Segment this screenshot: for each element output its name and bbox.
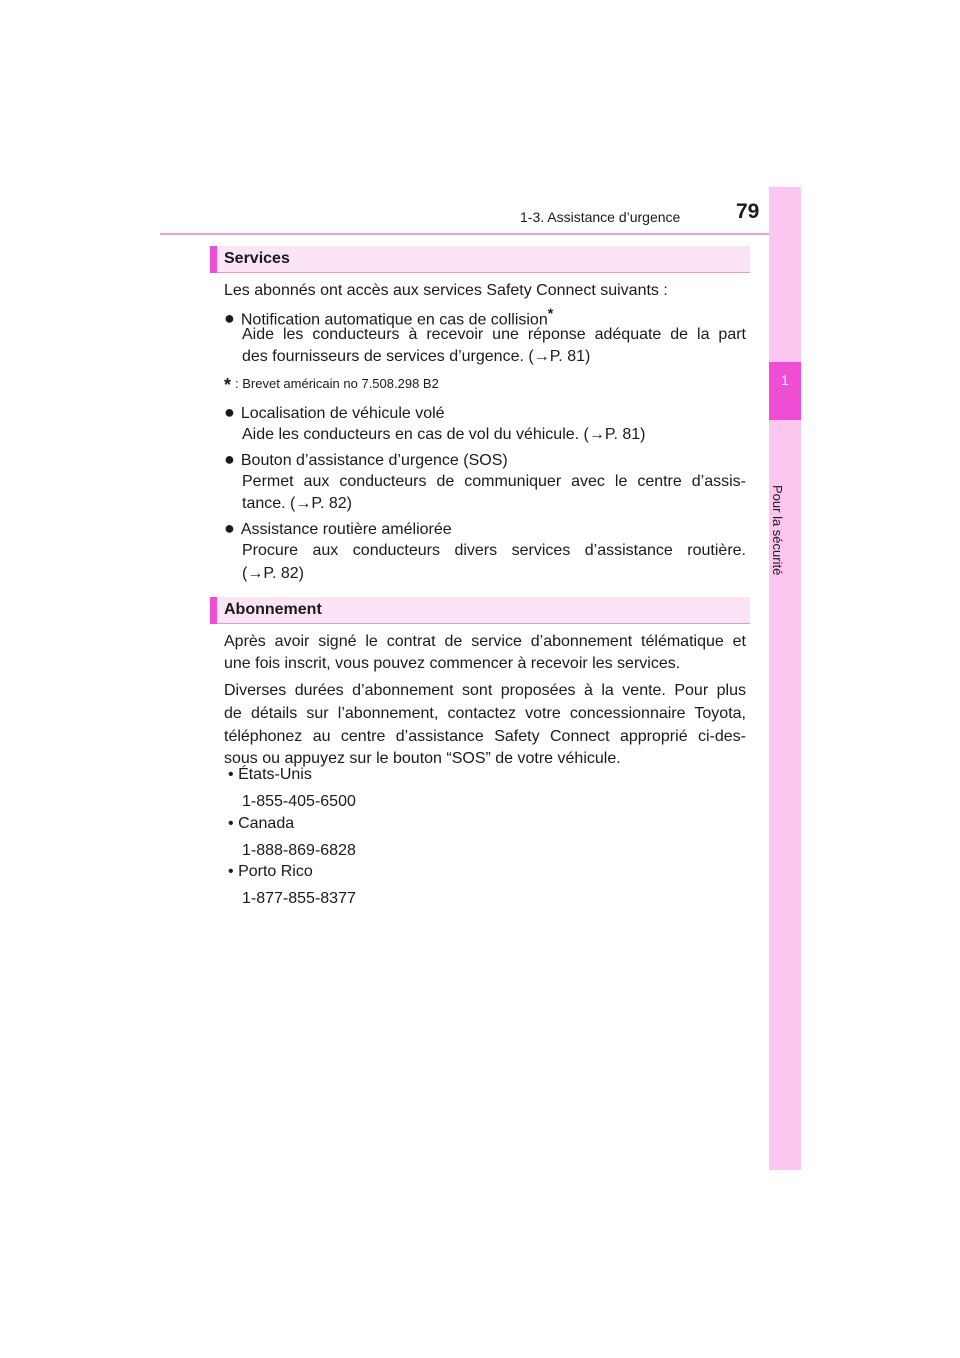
paragraph-line: sous ou appuyez sur le bouton “SOS” de votre véhicule. bbox=[224, 750, 621, 767]
service-item-title: ● Localisation de véhicule volé bbox=[224, 402, 445, 422]
paragraph-line: Après avoir signé le contrat de service d’abonnement télématique et bbox=[224, 633, 746, 650]
bullet-icon: ● bbox=[224, 518, 235, 538]
contact-phone: 1-877-855-8377 bbox=[242, 890, 356, 907]
chapter-side-tab bbox=[769, 187, 801, 1170]
contact-region: • Canada bbox=[228, 815, 295, 832]
paragraph-line: Diverses durées d’abonnement sont proposées à la vente. Pour plus bbox=[224, 682, 746, 699]
paragraph-line: téléphonez au centre d’assistance Safety Connect approprié ci-des- bbox=[224, 728, 746, 745]
list-bullet-icon: • bbox=[228, 815, 234, 832]
footnote: * : Brevet américain no 7.508.298 B2 bbox=[224, 375, 439, 395]
paragraph-line: de détails sur l’abonnement, contactez votre concessionnaire Toyota, bbox=[224, 705, 746, 722]
bullet-icon: ● bbox=[224, 449, 235, 469]
header-divider bbox=[160, 233, 801, 235]
list-bullet-icon: • bbox=[228, 766, 234, 783]
abonnement-heading: Abonnement bbox=[224, 601, 322, 618]
service-item-desc: tance. (→P. 82) bbox=[242, 495, 352, 512]
contact-phone: 1-888-869-6828 bbox=[242, 842, 356, 859]
contact-region: • États-Unis bbox=[228, 766, 312, 783]
service-item-desc: Aide les conducteurs en cas de vol du véhicule. (→P. 81) bbox=[242, 426, 646, 443]
list-bullet-icon: • bbox=[228, 863, 234, 880]
contact-phone: 1-855-405-6500 bbox=[242, 793, 356, 810]
chapter-number: 1 bbox=[781, 372, 789, 388]
chapter-label: Pour la sécurité bbox=[770, 485, 785, 576]
bullet-icon: ● bbox=[224, 308, 235, 329]
service-item-desc: Aide les conducteurs à recevoir une réponse adéquate de la part bbox=[242, 326, 746, 343]
asterisk-icon: * bbox=[224, 375, 232, 395]
section-title: 1-3. Assistance d’urgence bbox=[520, 209, 681, 225]
service-item-desc: Procure aux conducteurs divers services d’assistance routière. bbox=[242, 542, 746, 559]
service-item-desc: des fournisseurs de services d’urgence. (→P. 81) bbox=[242, 348, 591, 365]
paragraph-line: une fois inscrit, vous pouvez commencer à recevoir les services. bbox=[224, 655, 681, 672]
footnote-mark: * bbox=[547, 305, 554, 321]
service-item-desc: Permet aux conducteurs de communiquer avec le centre d’assis- bbox=[242, 473, 746, 490]
services-intro: Les abonnés ont accès aux services Safety Connect suivants : bbox=[224, 282, 668, 299]
services-heading: Services bbox=[224, 250, 290, 267]
bullet-icon: ● bbox=[224, 402, 235, 422]
service-item-desc: (→P. 82) bbox=[242, 565, 304, 582]
contact-region: • Porto Rico bbox=[228, 863, 313, 880]
service-item-title: ● Bouton d’assistance d’urgence (SOS) bbox=[224, 449, 508, 469]
service-item-title: ● Assistance routière améliorée bbox=[224, 518, 452, 538]
abonnement-heading-bar bbox=[210, 597, 750, 624]
chapter-tab-marker bbox=[769, 362, 801, 420]
services-heading-bar bbox=[210, 246, 750, 273]
page-number: 79 bbox=[736, 200, 760, 223]
service-item-title: ● Notification automatique en cas de collision* bbox=[224, 305, 554, 329]
